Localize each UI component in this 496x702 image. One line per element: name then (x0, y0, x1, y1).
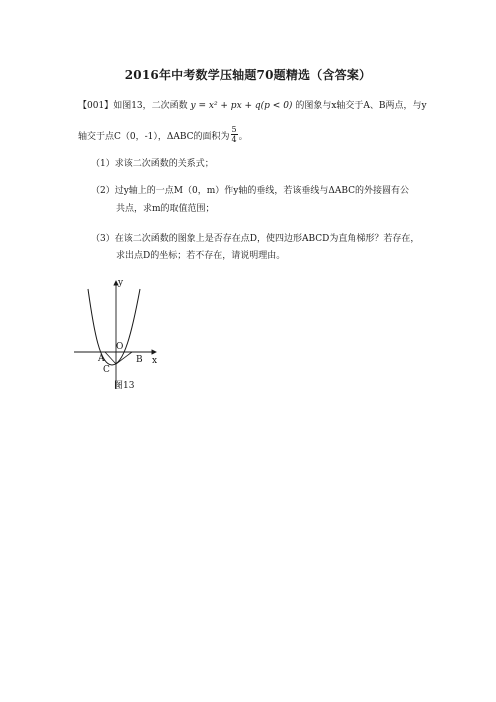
label-point-a: A (98, 354, 105, 364)
segment-cb (116, 352, 132, 364)
label-point-b: B (136, 355, 143, 365)
label-y: y (118, 278, 124, 288)
figure-caption: 图13 (114, 381, 135, 391)
problem-intro-c: 轴交于点C（0，-1），ΔABC的面积为 (78, 132, 230, 142)
problem-intro-a: 如图13，二次函数 (113, 101, 188, 111)
problem-intro-b: 的图象与x轴交于A、B两点，与y (295, 101, 427, 111)
question-2-line-2: 共点，求m的取值范围； (116, 204, 215, 214)
label-x: x (152, 356, 158, 366)
parabola-diagram (72, 277, 182, 397)
question-3-line-2: 求出点D的坐标；若不存在，请说明理由。 (116, 251, 286, 261)
area-fraction (231, 125, 238, 144)
question-2-line-1: （2）过y轴上的一点M（0，m）作y轴的垂线，若该垂线与ΔABC的外接圆有公 (91, 186, 410, 196)
problem-intro-line-1 (78, 100, 427, 112)
question-1: （1）求该二次函数的关系式； (91, 159, 214, 169)
parabola-curve (88, 289, 140, 365)
page-title: 2016年中考数学压轴题70题精选（含答案） (124, 68, 372, 82)
area-numerator: 5 (231, 125, 237, 134)
function-expression: y = x² + px + q(p < 0) (190, 101, 293, 111)
problem-intro-end: 。 (238, 132, 248, 142)
question-3-line-1: （3）在该二次函数的图象上是否存在点D，使四边形ABCD为直角梯形？若存在， (91, 234, 420, 244)
problem-intro-line-2 (78, 127, 248, 146)
parabola-figure (72, 277, 182, 397)
area-denominator: 4 (231, 135, 237, 144)
label-origin: O (116, 342, 124, 352)
problem-number: 【001】 (78, 101, 114, 111)
label-point-c: C (103, 365, 110, 375)
